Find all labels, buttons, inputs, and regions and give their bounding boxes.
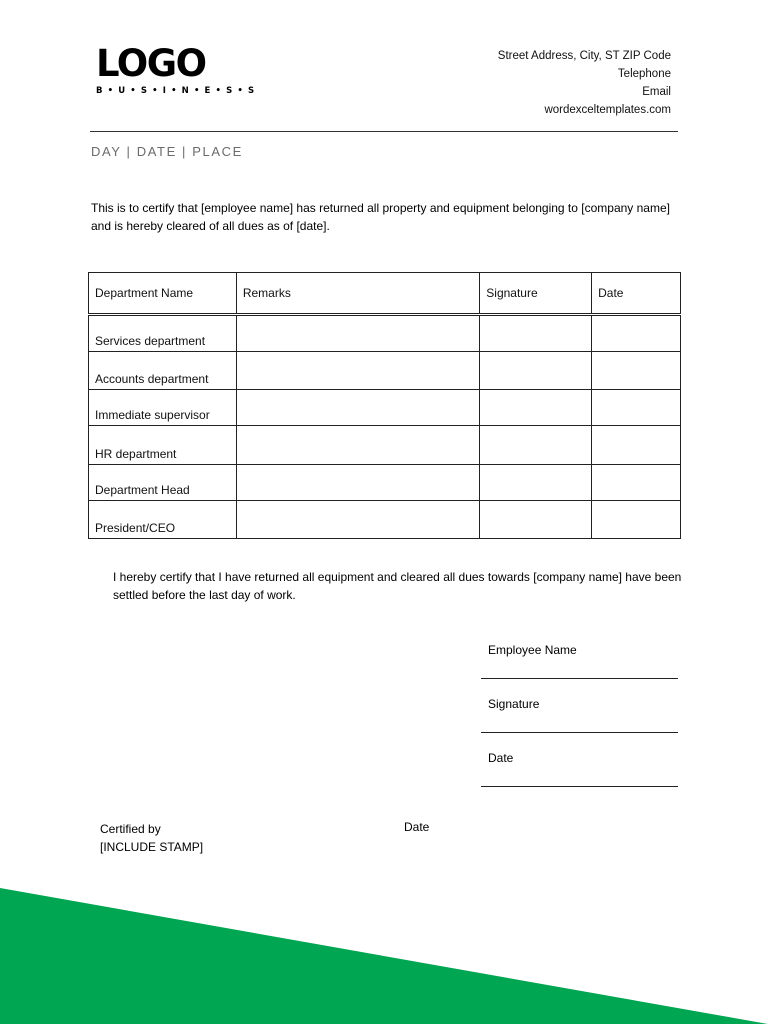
date-cell[interactable] bbox=[592, 390, 681, 426]
street-address: Street Address, City, ST ZIP Code bbox=[497, 50, 671, 62]
department-name-cell: Accounts department bbox=[89, 352, 237, 390]
table-row bbox=[89, 352, 681, 390]
header-department-name: Department Name bbox=[89, 273, 237, 315]
remarks-cell[interactable] bbox=[236, 465, 479, 501]
logo-wordmark: LOGO bbox=[96, 42, 206, 85]
remarks-cell[interactable] bbox=[236, 501, 479, 539]
remarks-cell[interactable] bbox=[236, 315, 479, 352]
table-row bbox=[89, 390, 681, 426]
signature-cell[interactable] bbox=[480, 426, 592, 465]
table-row bbox=[89, 501, 681, 539]
include-stamp-placeholder: [INCLUDE STAMP] bbox=[100, 840, 204, 854]
table-row bbox=[89, 465, 681, 501]
table-row bbox=[89, 426, 681, 465]
remarks-cell[interactable] bbox=[236, 390, 479, 426]
employee-name-label: Employee Name bbox=[488, 643, 577, 657]
signature-cell[interactable] bbox=[480, 352, 592, 390]
header-remarks: Remarks bbox=[236, 273, 479, 315]
signature-line[interactable] bbox=[481, 679, 678, 733]
department-name-cell: Immediate supervisor bbox=[89, 390, 237, 426]
clearance-table bbox=[88, 272, 681, 539]
date-cell[interactable] bbox=[592, 465, 681, 501]
department-name-cell: President/CEO bbox=[89, 501, 237, 539]
logo-tagline: B • U • S • I • N • E • S • S bbox=[96, 86, 256, 96]
company-address-block bbox=[498, 47, 671, 119]
certified-date-label: Date bbox=[404, 820, 430, 834]
date-cell[interactable] bbox=[592, 352, 681, 390]
certified-by-block bbox=[100, 820, 203, 856]
header-signature: Signature bbox=[480, 273, 592, 315]
telephone: Telephone bbox=[617, 68, 671, 80]
remarks-cell[interactable] bbox=[236, 426, 479, 465]
green-accent-shape bbox=[0, 880, 768, 1024]
employee-signature-block bbox=[481, 625, 678, 787]
date-cell[interactable] bbox=[592, 426, 681, 465]
date-cell[interactable] bbox=[592, 501, 681, 539]
date-line[interactable] bbox=[481, 733, 678, 787]
employee-name-line[interactable] bbox=[481, 625, 678, 679]
department-name-cell: Services department bbox=[89, 315, 237, 352]
signature-cell[interactable] bbox=[480, 465, 592, 501]
department-name-cell: Department Head bbox=[89, 465, 237, 501]
certified-by-label: Certified by bbox=[100, 822, 161, 836]
date-label: Date bbox=[488, 751, 514, 765]
signature-cell[interactable] bbox=[480, 501, 592, 539]
email: Email bbox=[642, 86, 671, 98]
date-cell[interactable] bbox=[592, 315, 681, 352]
day-date-place: DAY | DATE | PLACE bbox=[91, 144, 243, 159]
department-name-cell: HR department bbox=[89, 426, 237, 465]
website: wordexceltemplates.com bbox=[544, 104, 671, 116]
company-logo bbox=[96, 44, 255, 96]
remarks-cell[interactable] bbox=[236, 352, 479, 390]
header-date: Date bbox=[592, 273, 681, 315]
signature-cell[interactable] bbox=[480, 390, 592, 426]
signature-label: Signature bbox=[488, 697, 540, 711]
certification-statement: I hereby certify that I have returned all equipment and cleared all dues towards [company name] have been settled before the last day of work. bbox=[113, 570, 682, 602]
intro-paragraph: This is to certify that [employee name] has returned all property and equipment belonging to [company name] and is hereby cleared of all dues as of [date]. bbox=[91, 201, 670, 233]
signature-cell[interactable] bbox=[480, 315, 592, 352]
green-accent-triangle bbox=[0, 888, 768, 1024]
header-divider bbox=[90, 131, 678, 132]
table-row bbox=[89, 315, 681, 352]
table-header-row bbox=[89, 273, 681, 315]
